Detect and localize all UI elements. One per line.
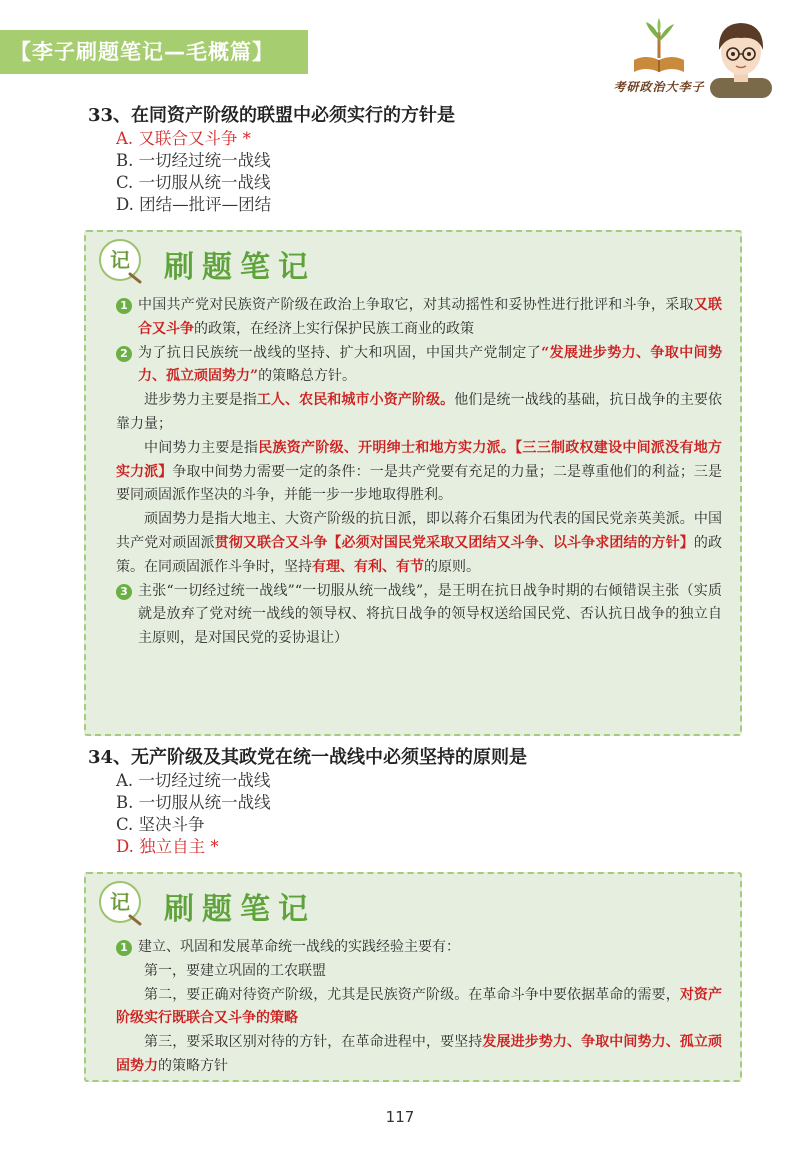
- option-b: B. 一切服从统一战线: [116, 793, 271, 812]
- note-title: 刷题笔记: [164, 250, 316, 285]
- text-segment: 的策略总方针。: [258, 368, 357, 385]
- note-body: [86, 294, 740, 655]
- highlight-text: 贯彻又联合又斗争【必须对国民党采取又团结又斗争、以斗争求团结的方针】: [214, 534, 694, 551]
- note-icon-char: 记: [110, 248, 130, 272]
- text-segment: 主张“一切经过统一战线”“一切服从统一战线”，是王明在抗日战争时期的右倾错误主张（实质就是放弃了党对统一战线的领导权、将抗日战争的领导权送给国民党、否认抗日战争的独立自主原则，是对国民党的妥协退让）: [138, 582, 722, 647]
- note-box-2: [84, 872, 742, 1082]
- text-segment: 的原则。: [424, 558, 480, 575]
- numbered-paragraph: [116, 580, 722, 651]
- numbered-paragraph: [116, 936, 722, 960]
- page-number: 117: [385, 1108, 415, 1126]
- logo: [604, 18, 714, 98]
- note-box-1: [84, 230, 742, 736]
- option-c: C. 一切服从统一战线: [116, 173, 271, 192]
- highlight-text: 工人、农民和城市小资产阶级。: [256, 392, 455, 409]
- text-segment: 中国共产党对民族资产阶级在政治上争取它，对其动摇性和妥协性进行批评和斗争，采取: [138, 297, 694, 313]
- header-banner: 【李子刷题笔记—毛概篇】: [0, 30, 308, 74]
- paragraph: [116, 437, 722, 508]
- text-segment: 争取中间势力需要一定的条件：一是共产党要有充足的力量；二是尊重他们的利益；三是要同顽固派作坚决的斗争，并能一步一步地取得胜利。: [116, 463, 723, 504]
- number-badge: 1: [116, 940, 132, 956]
- paragraph: [116, 1031, 722, 1079]
- note-icon: [96, 236, 144, 284]
- number-badge: 1: [116, 298, 132, 314]
- numbered-paragraph: [116, 342, 722, 390]
- question-stem: 33、在同资产阶级的联盟中必须实行的方针是: [88, 105, 456, 126]
- paragraph: [116, 389, 722, 437]
- highlight-text: 发展进步势力、争取中间势力、孤立顽固势力: [116, 1034, 723, 1074]
- text-segment: 顽固势力是指大地主、大资产阶级的抗日派，即以蒋介石集团为代表的国民党亲英美派。中国共产党对顽固派: [116, 511, 722, 551]
- avatar: [708, 14, 774, 98]
- question-34: [88, 746, 527, 858]
- question-33: [88, 104, 455, 216]
- option-a: A. 又联合又斗争 *: [116, 129, 251, 148]
- question-stem: 34、无产阶级及其政党在统一战线中必须坚持的原则是: [88, 747, 528, 768]
- numbered-paragraph: [116, 294, 722, 342]
- option-d: D. 独立自主 *: [116, 837, 219, 856]
- text-segment: 进步势力主要是指: [144, 392, 257, 409]
- text-segment: 建立、巩固和发展革命统一战线的实践经验主要有：: [138, 939, 460, 955]
- option-b: B. 一切经过统一战线: [116, 151, 271, 170]
- note-icon-char: 记: [110, 890, 130, 914]
- text-segment: 的策略方针: [158, 1057, 228, 1074]
- option-a: A. 一切经过统一战线: [116, 771, 271, 790]
- paragraph: [116, 984, 722, 1032]
- text-segment: 第二，要正确对待资产阶级，尤其是民族资产阶级。在革命斗争中要依据革命的需要，: [144, 986, 680, 1003]
- text-segment: 中间势力主要是指: [144, 439, 259, 456]
- note-title: 刷题笔记: [164, 892, 316, 927]
- text-segment: 第三，要采取区别对待的方针，在革命进程中，要坚持: [144, 1034, 483, 1051]
- text-segment: 的政策。在同顽固派作斗争时，坚持: [116, 534, 723, 575]
- highlight-text: 民族资产阶级、开明绅士和地方实力派。【三三制政权建设中间派没有地方实力派】: [116, 439, 723, 480]
- highlight-text: 对资产阶级实行既联合又斗争的策略: [116, 986, 723, 1027]
- text-segment: 他们是统一战线的基础，抗日战争的主要依靠力量；: [116, 392, 723, 432]
- highlight-text: 有理、有利、有节: [312, 558, 424, 575]
- tree-book-logo-icon: [604, 18, 714, 80]
- highlight-text: 又联合又斗争: [138, 297, 722, 337]
- text-segment: 第一，要建立巩固的工农联盟: [144, 962, 326, 979]
- paragraph: [116, 960, 722, 984]
- paragraph: [116, 508, 722, 579]
- note-body: [86, 936, 740, 1083]
- number-badge: 2: [116, 346, 132, 362]
- number-badge: 3: [116, 584, 132, 600]
- option-d: D. 团结—批评—团结: [116, 195, 272, 214]
- option-c: C. 坚决斗争: [116, 815, 205, 834]
- note-icon: [96, 878, 144, 926]
- logo-text: 考研政治大李子: [613, 80, 705, 94]
- text-segment: 为了抗日民族统一战线的坚持、扩大和巩固，中国共产党制定了: [138, 344, 542, 361]
- highlight-text: “发展进步势力、争取中间势力、孤立顽固势力”: [138, 344, 722, 385]
- text-segment: 的政策，在经济上实行保护民族工商业的政策: [194, 320, 474, 337]
